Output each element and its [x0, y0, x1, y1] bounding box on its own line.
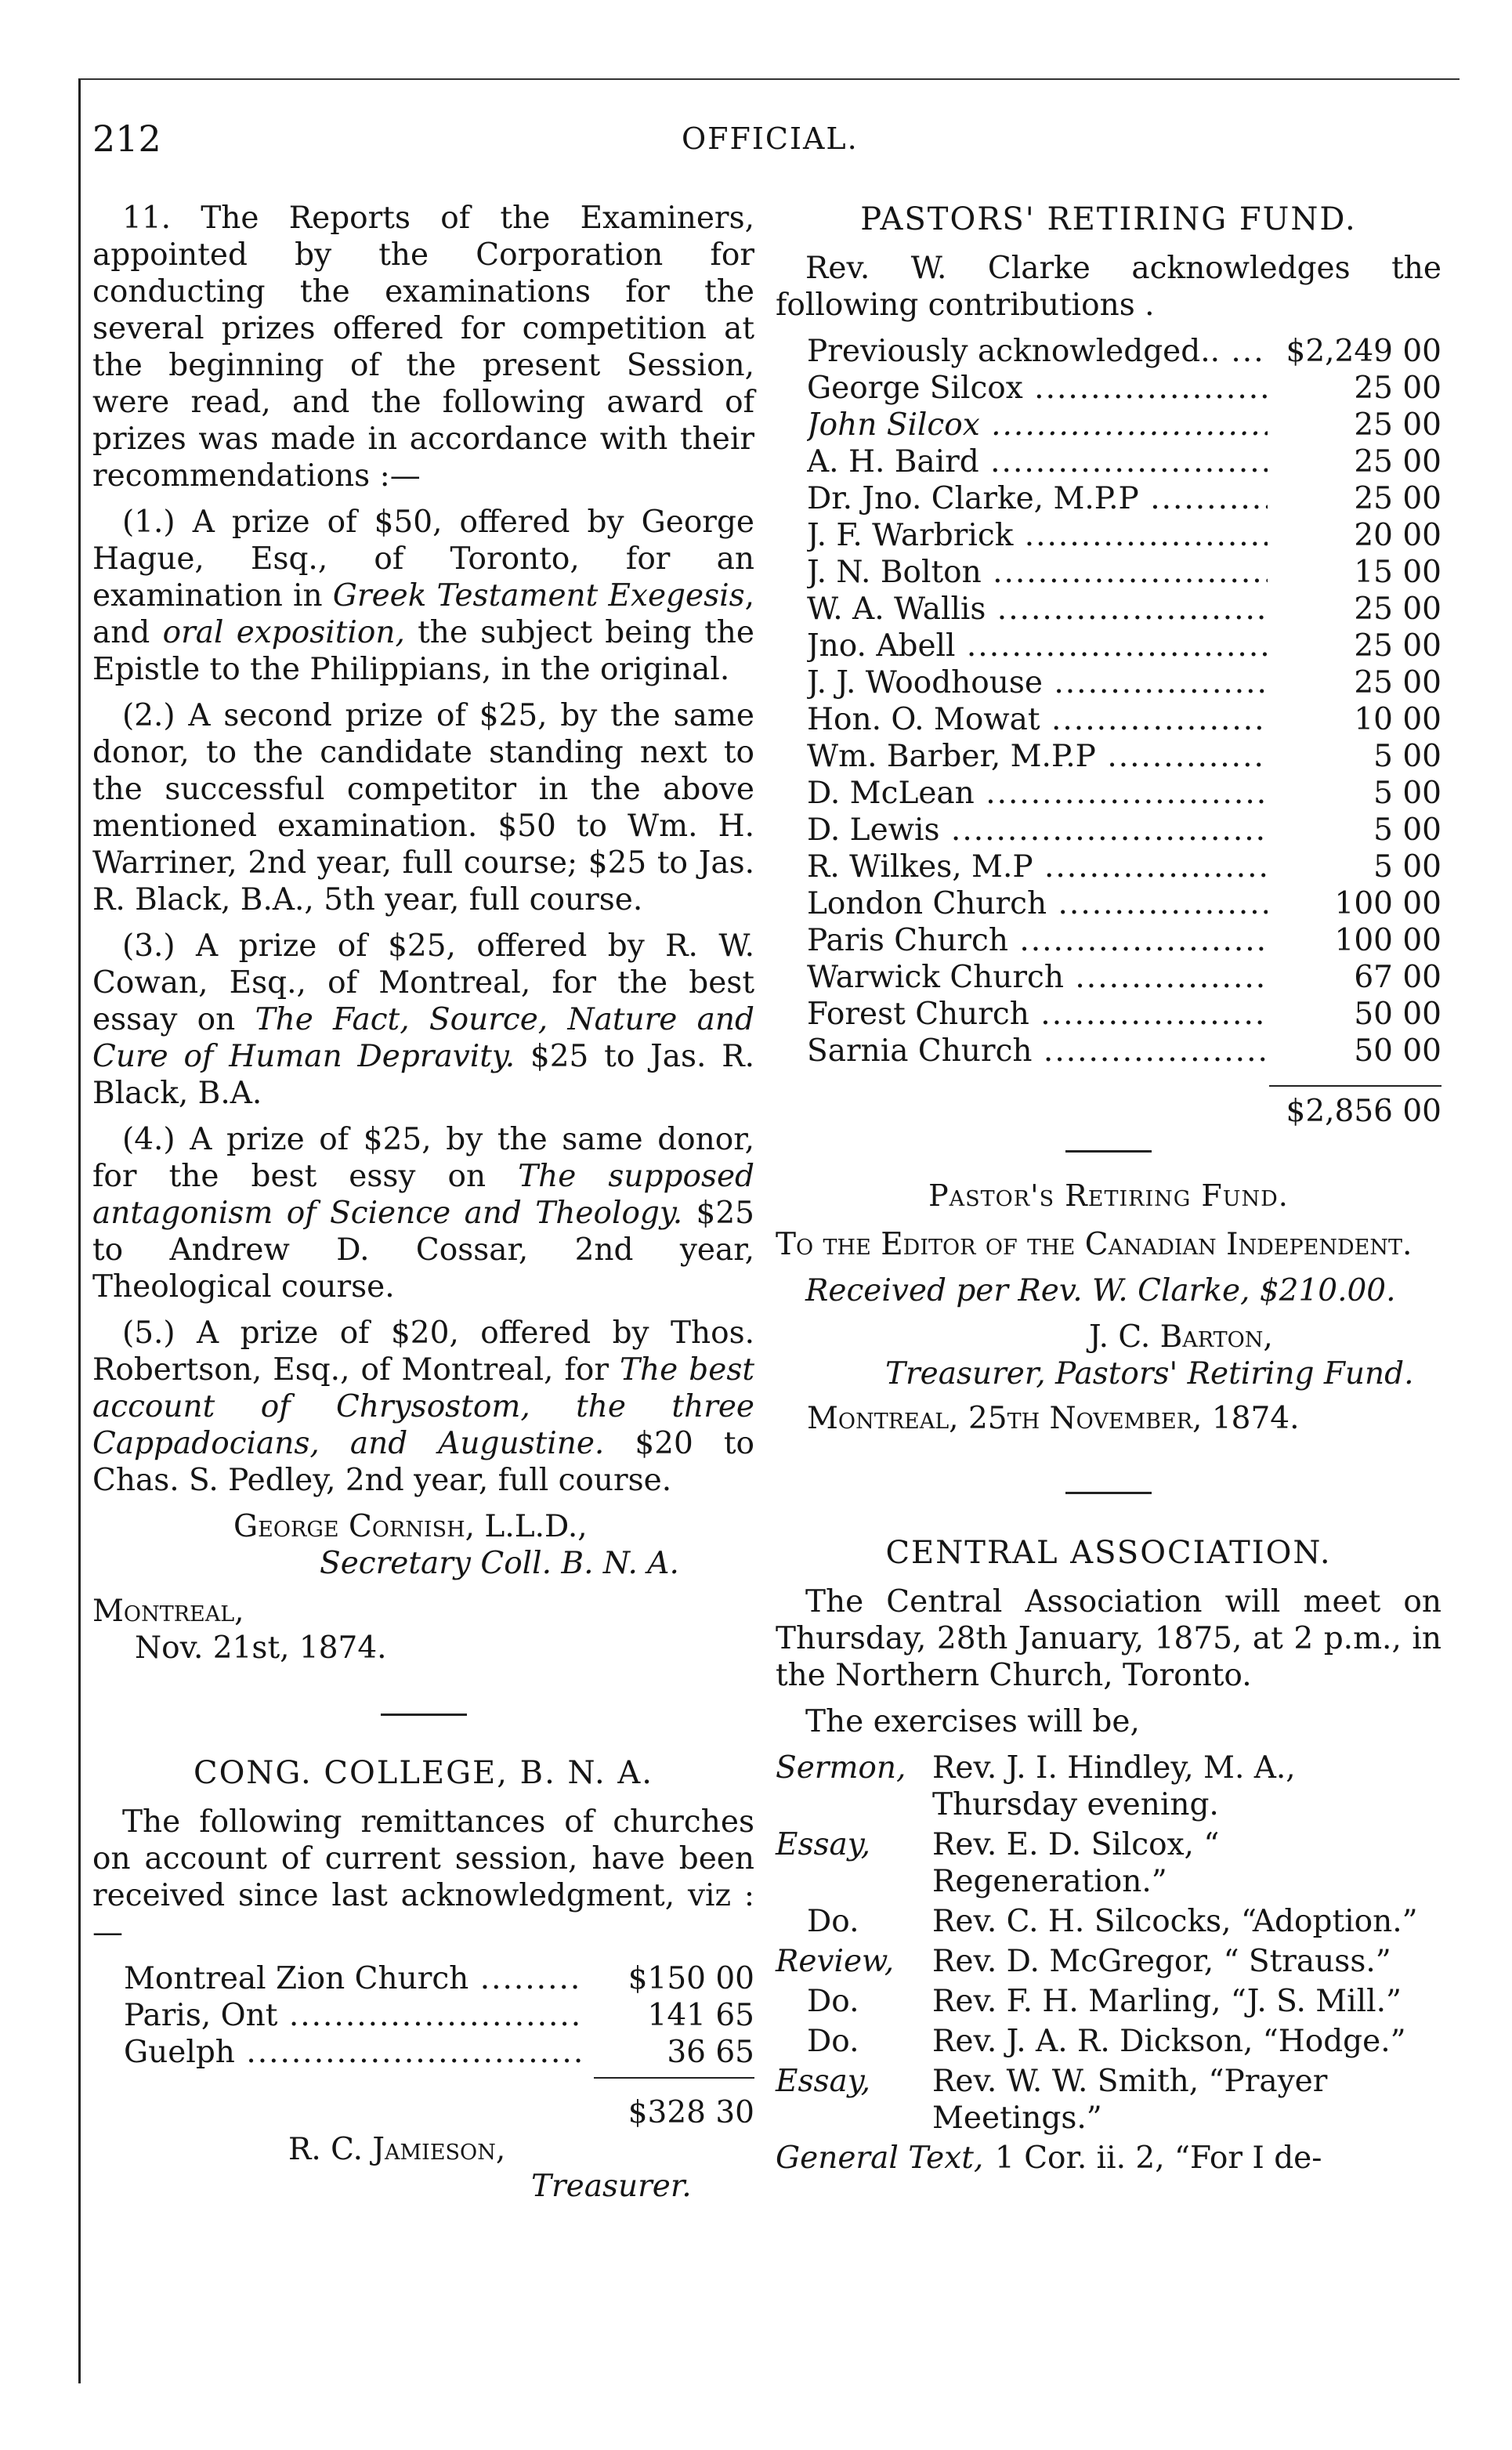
- list-item: Essay, Rev. W. W. Smith, “Prayer Meetings.”: [776, 2064, 1328, 2136]
- dateline-place: Montreal,: [92, 1594, 244, 1629]
- treasurer-title: Treasurer.: [531, 2169, 692, 2204]
- sum-rule: [594, 2077, 754, 2079]
- table-row: George Silcox ..... 25 00: [807, 370, 1441, 407]
- college-heading: CONG. COLLEGE, B. N. A.: [194, 1755, 653, 1791]
- contributions-table: [776, 333, 1441, 1130]
- table-row: Sarnia Church ..... 50 00: [807, 1033, 1441, 1069]
- table-row: Guelph ..... 36 65: [124, 2034, 754, 2071]
- exercise-list: [776, 1750, 1441, 2177]
- table-row: Previously acknowledged.. ..... $2,249 00: [807, 333, 1441, 370]
- table-row: Dr. Jno. Clarke, M.P.P ..... 25 00: [807, 480, 1441, 517]
- prize-1: (1.) A prize of $50, offered by George Hague, Esq., of Toronto, for an examination in Greek Testament Exegesis, and oral exposition, the subject being the Epistle to the Philippians, in the original.: [92, 505, 754, 687]
- contributions-total: $2,856 00: [1286, 1094, 1441, 1129]
- list-item: Essay, Rev. E. D. Silcox, “ Regeneration.”: [776, 1827, 1220, 1899]
- letter-dateline: Montreal, 25th November, 1874.: [807, 1401, 1300, 1436]
- table-row: W. A. Wallis ..... 25 00: [807, 591, 1441, 628]
- table-row: D. McLean ..... 5 00: [807, 775, 1441, 812]
- minutes-intro: 11. The Reports of the Examiners, appointed by the Corporation for conducting the examinations for the several prizes offered for competition at the beginning of the present Session, were read, and the following award of prizes was made in accordance with their recommendations :—: [92, 201, 754, 494]
- table-row: Hon. O. Mowat ..... 10 00: [807, 701, 1441, 738]
- list-item: Do. Rev. J. A. R. Dickson, “Hodge.”: [807, 2024, 1406, 2059]
- table-row: J. F. Warbrick ..... 20 00: [807, 517, 1441, 554]
- table-row: Paris Church ..... 100 00: [807, 922, 1441, 959]
- prize-5: (5.) A prize of $20, offered by Thos. Robertson, Esq., of Montreal, for The best account of Chrysostom, the three Cappadocians, and Augustine. $20 to Chas. S. Pedley, 2nd year, full course.: [92, 1315, 755, 1498]
- table-row: Forest Church ..... 50 00: [807, 996, 1441, 1033]
- table-row: London Church ..... 100 00: [807, 885, 1441, 922]
- list-item: Review, Rev. D. McGregor, “ Strauss.”: [776, 1944, 1391, 1979]
- table-row: Wm. Barber, M.P.P ..... 5 00: [807, 738, 1441, 775]
- remittance-table: [92, 1960, 754, 2131]
- list-item: Do. Rev. C. H. Silcocks, “Adoption.”: [807, 1904, 1418, 1939]
- list-item: General Text, 1 Cor. ii. 2, “For I de-: [776, 2141, 1322, 2176]
- signer-name: George Cornish, L.L.D.,: [233, 1509, 588, 1544]
- table-row: Paris, Ont ..... 141 65: [124, 1997, 754, 2034]
- table-row: R. Wilkes, M.P ..... 5 00: [807, 849, 1441, 885]
- running-head: OFFICIAL.: [682, 121, 859, 156]
- prize-3: (3.) A prize of $25, offered by R. W. Cowan, Esq., of Montreal, for the best essay on The Fact, Source, Nature and Cure of Human Depravity. $25 to Jas. R. Black, B.A.: [92, 928, 754, 1111]
- table-row: Jno. Abell ..... 25 00: [807, 628, 1441, 664]
- table-row: A. H. Baird ..... 25 00: [807, 443, 1441, 480]
- prize-2: (2.) A second prize of $25, by the same donor, to the candidate standing next to the successful competitor in the above mentioned examination. $50 to Wm. H. Warriner, 2nd year, full course; $25 to Jas. R. Black, B.A., 5th year, full course.: [92, 698, 754, 917]
- remittance-total: $328 30: [628, 2095, 754, 2130]
- central-heading: CENTRAL ASSOCIATION.: [885, 1535, 1332, 1571]
- prize-4: (4.) A prize of $25, by the same donor, for the best essy on The supposed antagonism of Science and Theology. $25 to Andrew D. Cossar, 2nd year, Theological course.: [92, 1122, 754, 1305]
- letter-signer-title: Treasurer, Pastors' Retiring Fund.: [885, 1356, 1414, 1391]
- section-divider: [1065, 1150, 1152, 1153]
- letter-signer-name: J. C. Barton,: [1089, 1319, 1273, 1355]
- sum-rule: [1269, 1085, 1441, 1087]
- section-divider: [1065, 1492, 1152, 1494]
- central-intro: The Central Association will meet on Thursday, 28th January, 1875, at 2 p.m., in the Northern Church, Toronto.: [776, 1584, 1441, 1693]
- dateline-date: Nov. 21st, 1874.: [135, 1630, 387, 1666]
- letter-received: Received per Rev. W. Clarke, $210.00.: [805, 1273, 1396, 1308]
- table-row: Montreal Zion Church ..... $150 00: [124, 1960, 754, 1997]
- letter-heading: Pastor's Retiring Fund.: [928, 1178, 1289, 1213]
- central-exercises: The exercises will be,: [805, 1704, 1140, 1739]
- table-row: Warwick Church ..... 67 00: [807, 959, 1441, 996]
- fund-heading: PASTORS' RETIRING FUND.: [860, 201, 1357, 237]
- fund-intro: Rev. W. Clarke acknowledges the following contributions .: [776, 251, 1441, 323]
- treasurer-name: R. C. Jamieson,: [288, 2132, 506, 2167]
- list-item: Do. Rev. F. H. Marling, “J. S. Mill.”: [807, 1984, 1402, 2019]
- table-row: J. N. Bolton ..... 15 00: [807, 554, 1441, 591]
- college-intro: The following remittances of churches on account of current session, have been received since last acknowledgment, viz :—: [92, 1804, 754, 1950]
- letter-addressee: To the Editor of the Canadian Independent.: [776, 1227, 1413, 1262]
- table-row: John Silcox ..... 25 00: [807, 407, 1441, 443]
- table-row: D. Lewis ..... 5 00: [807, 812, 1441, 849]
- table-row: J. J. Woodhouse ..... 25 00: [807, 664, 1441, 701]
- right-column: [776, 200, 1441, 2180]
- list-item: Sermon, Rev. J. I. Hindley, M. A., Thursday evening.: [776, 1750, 1296, 1822]
- section-divider: [381, 1714, 467, 1716]
- left-column: [92, 200, 754, 2205]
- page-number: 212: [92, 118, 161, 160]
- signer-title: Secretary Coll. B. N. A.: [320, 1546, 679, 1581]
